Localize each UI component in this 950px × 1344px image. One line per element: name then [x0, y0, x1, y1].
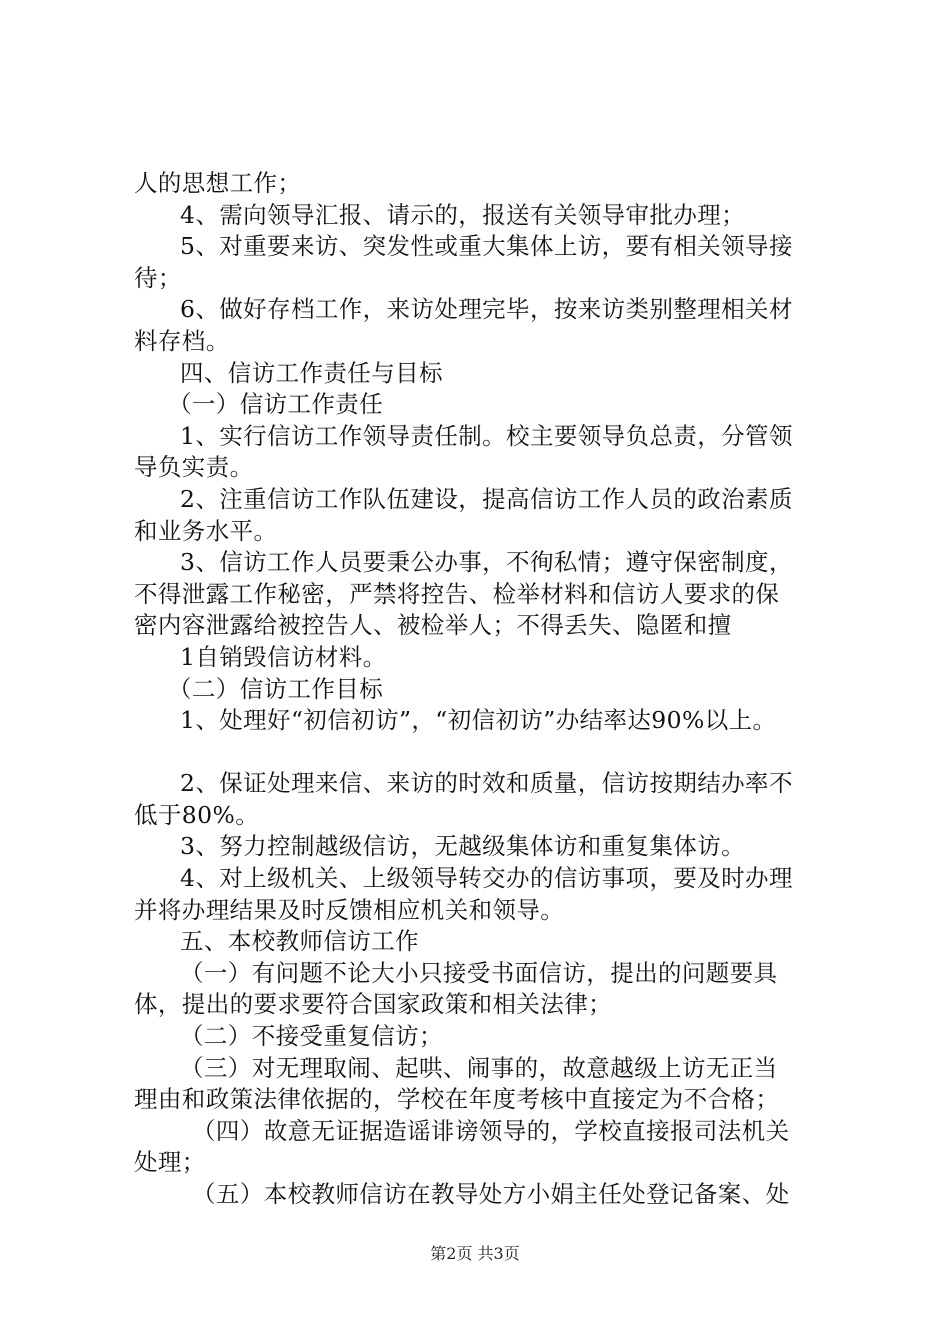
text-line: （一）有问题不论大小只接受书面信访，提出的问题要具 [180, 958, 778, 987]
text-line: 1、实行信访工作领导责任制。校主要领导负总责，分管领 [180, 421, 793, 450]
text-line: （一）信访工作责任 [168, 390, 384, 419]
text-line: 料存档。 [134, 326, 230, 355]
blank-line [134, 737, 834, 769]
text-line: （五）本校教师信访在教导处方小娟主任处登记备案、处 [192, 1180, 790, 1208]
text-line: 和业务水平。 [134, 516, 278, 545]
text-line: 并将办理结果及时反馈相应机关和领导。 [134, 895, 565, 924]
text-line: 处理； [134, 1148, 206, 1177]
text-line: 4、需向领导汇报、请示的，报送有关领导审批办理； [180, 200, 746, 229]
text-line: 3、努力控制越级信访，无越级集体访和重复集体访。 [180, 832, 746, 861]
text-line: （四）故意无证据造谣诽谤领导的，学校直接报司法机关 [192, 1116, 790, 1145]
text-line: 密内容泄露给被控告人、被检举人；不得丢失、隐匿和擅 [134, 611, 732, 640]
text-line: 2、保证处理来信、来访的时效和质量，信访按期结办率不 [180, 769, 793, 798]
document-body [134, 168, 834, 1211]
text-line: 5、对重要来访、突发性或重大集体上访，要有相关领导接 [180, 232, 793, 261]
page-footer: 第2页 共3页 [430, 1244, 520, 1263]
text-line: 1自销毁信访材料。 [180, 642, 387, 671]
text-line: 6、做好存档工作，来访处理完毕，按来访类别整理相关材 [180, 295, 793, 324]
text-line: 体，提出的要求要符合国家政策和相关法律； [134, 990, 612, 1019]
text-line: （二）不接受重复信访； [180, 1022, 443, 1051]
text-line: 2、注重信访工作队伍建设，提高信访工作人员的政治素质 [180, 484, 793, 513]
text-line: 人的思想工作； [134, 169, 302, 197]
text-line: 五、本校教师信访工作 [180, 927, 419, 956]
text-line: 3、信访工作人员要秉公办事，不徇私情；遵守保密制度， [180, 548, 793, 577]
text-line: 导负实责。 [134, 453, 254, 482]
text-line: 四、信访工作责任与目标 [180, 358, 443, 387]
text-line: 1、处理好“初信初访”，“初信初访”办结率达90%以上。 [180, 706, 777, 735]
text-line: （二）信访工作目标 [168, 674, 384, 703]
text-line: 待； [134, 263, 182, 292]
text-line: 4、对上级机关、上级领导转交办的信访事项，要及时办理 [180, 864, 793, 893]
text-line: （三）对无理取闹、起哄、闹事的，故意越级上访无正当 [180, 1053, 778, 1082]
text-line: 低于80%。 [134, 800, 260, 829]
text-line: 理由和政策法律依据的，学校在年度考核中直接定为不合格； [134, 1085, 780, 1114]
text-line: 不得泄露工作秘密，严禁将控告、检举材料和信访人要求的保 [134, 579, 780, 608]
